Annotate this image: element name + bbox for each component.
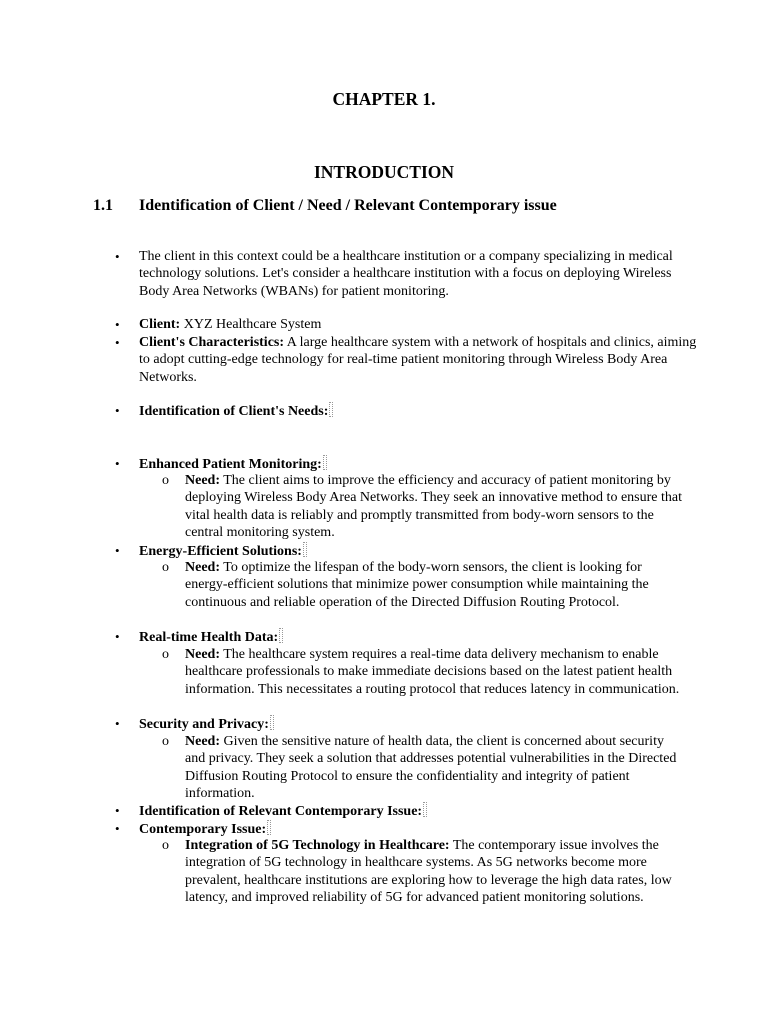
sub-list-item xyxy=(162,559,685,611)
introduction-heading: INTRODUCTION xyxy=(313,162,455,182)
bullet-icon: • xyxy=(115,317,120,332)
list-item xyxy=(115,316,699,333)
contemporary-sub-label: Integration of 5G Technology in Healthcare: xyxy=(185,838,450,853)
anchor-marker xyxy=(329,402,333,417)
bullet-icon: • xyxy=(115,456,120,471)
list-item xyxy=(115,334,699,386)
bullet-icon: • xyxy=(115,335,120,350)
bullet-icon: • xyxy=(115,403,120,418)
section-title: Identification of Client / Need / Relevant Contemporary issue xyxy=(139,197,557,214)
need-text: To optimize the lifespan of the body-worn sensors, the client is looking for energy-efficient solutions that minimize power consumption while maintaining the continuous and reliable operation of the Directed Diffusion Routing Protocol. xyxy=(185,560,649,610)
list-item xyxy=(115,542,699,560)
client-value: XYZ Healthcare System xyxy=(180,317,322,332)
need-text: Given the sensitive nature of health data, the client is concerned about security and privacy. They seek a solution that addresses potential vulnerabilities in the Directed Diffusion Routing Protocol to ensure the confidentiality and integrity of patient information. xyxy=(185,734,677,802)
list-item xyxy=(115,715,699,733)
need-title: Security and Privacy: xyxy=(139,717,269,732)
list-item xyxy=(115,802,699,820)
circle-bullet-icon: o xyxy=(162,647,169,662)
client-label: Client: xyxy=(139,317,181,332)
bullet-icon: • xyxy=(115,803,120,818)
characteristics-value: A large healthcare system with a network of hospitals and clinics, aiming to adopt cutting-edge technology for real-time patient monitoring through Wireless Body Area Networks. xyxy=(139,335,697,385)
bullet-icon: • xyxy=(115,543,120,558)
need-title: Real-time Health Data: xyxy=(139,630,279,645)
need-label: Need: xyxy=(185,734,220,749)
context-paragraph: The client in this context could be a healthcare institution or a company specializing in medical technology solutions. Let's consider a healthcare institution with a focus on deploying Wireless Body Area Networks (WBANs) for patient monitoring. xyxy=(139,249,673,299)
need-label: Need: xyxy=(185,473,220,488)
section-number: 1.1 xyxy=(93,197,113,214)
need-text: The healthcare system requires a real-time data delivery mechanism to enable healthcare professionals to make immediate decisions based on the latest patient health information. This necessitates a routing protocol that reduces latency in communication. xyxy=(185,647,680,697)
need-title: Enhanced Patient Monitoring: xyxy=(139,457,322,472)
anchor-marker xyxy=(303,542,307,557)
sub-list-item xyxy=(162,472,685,542)
circle-bullet-icon: o xyxy=(162,560,169,575)
bullet-icon: • xyxy=(115,249,120,264)
characteristics-label: Client's Characteristics: xyxy=(139,335,285,350)
bullet-icon: • xyxy=(115,629,120,644)
list-item xyxy=(115,248,699,300)
need-text: The client aims to improve the efficiency and accuracy of patient monitoring by deploying Wireless Body Area Networks. They seek an innovative method to ensure that vital health data is reliably and promptly transmitted from body-worn sensors to the central monitoring system. xyxy=(185,473,682,541)
contemporary-label: Contemporary Issue: xyxy=(139,822,267,837)
list-item xyxy=(115,820,699,838)
list-item xyxy=(115,455,699,473)
issue-heading: Identification of Relevant Contemporary Issue: xyxy=(139,804,423,819)
need-label: Need: xyxy=(185,647,220,662)
circle-bullet-icon: o xyxy=(162,734,169,749)
bullet-icon: • xyxy=(115,821,120,836)
anchor-marker xyxy=(279,628,283,643)
section-heading xyxy=(93,197,557,215)
circle-bullet-icon: o xyxy=(162,473,169,488)
need-title: Energy-Efficient Solutions: xyxy=(139,544,302,559)
need-label: Need: xyxy=(185,560,220,575)
list-item xyxy=(115,402,699,420)
bullet-icon: • xyxy=(115,716,120,731)
list-item xyxy=(115,628,699,646)
circle-bullet-icon: o xyxy=(162,838,169,853)
anchor-marker xyxy=(423,802,427,817)
anchor-marker xyxy=(270,715,274,730)
sub-list-item xyxy=(162,646,685,698)
sub-list-item xyxy=(162,733,685,803)
sub-list-item xyxy=(162,837,685,907)
needs-heading: Identification of Client's Needs: xyxy=(139,404,329,419)
contemporary-sub-text: The contemporary issue involves the integration of 5G technology in healthcare systems. As 5G networks become more prevalent, healthcare institutions are exploring how to leverage the high data rates, low latency, and improved reliability of 5G for advanced patient monitoring solutions. xyxy=(185,838,672,906)
anchor-marker xyxy=(267,820,271,835)
anchor-marker xyxy=(323,455,327,470)
chapter-title: CHAPTER 1. xyxy=(332,89,436,109)
